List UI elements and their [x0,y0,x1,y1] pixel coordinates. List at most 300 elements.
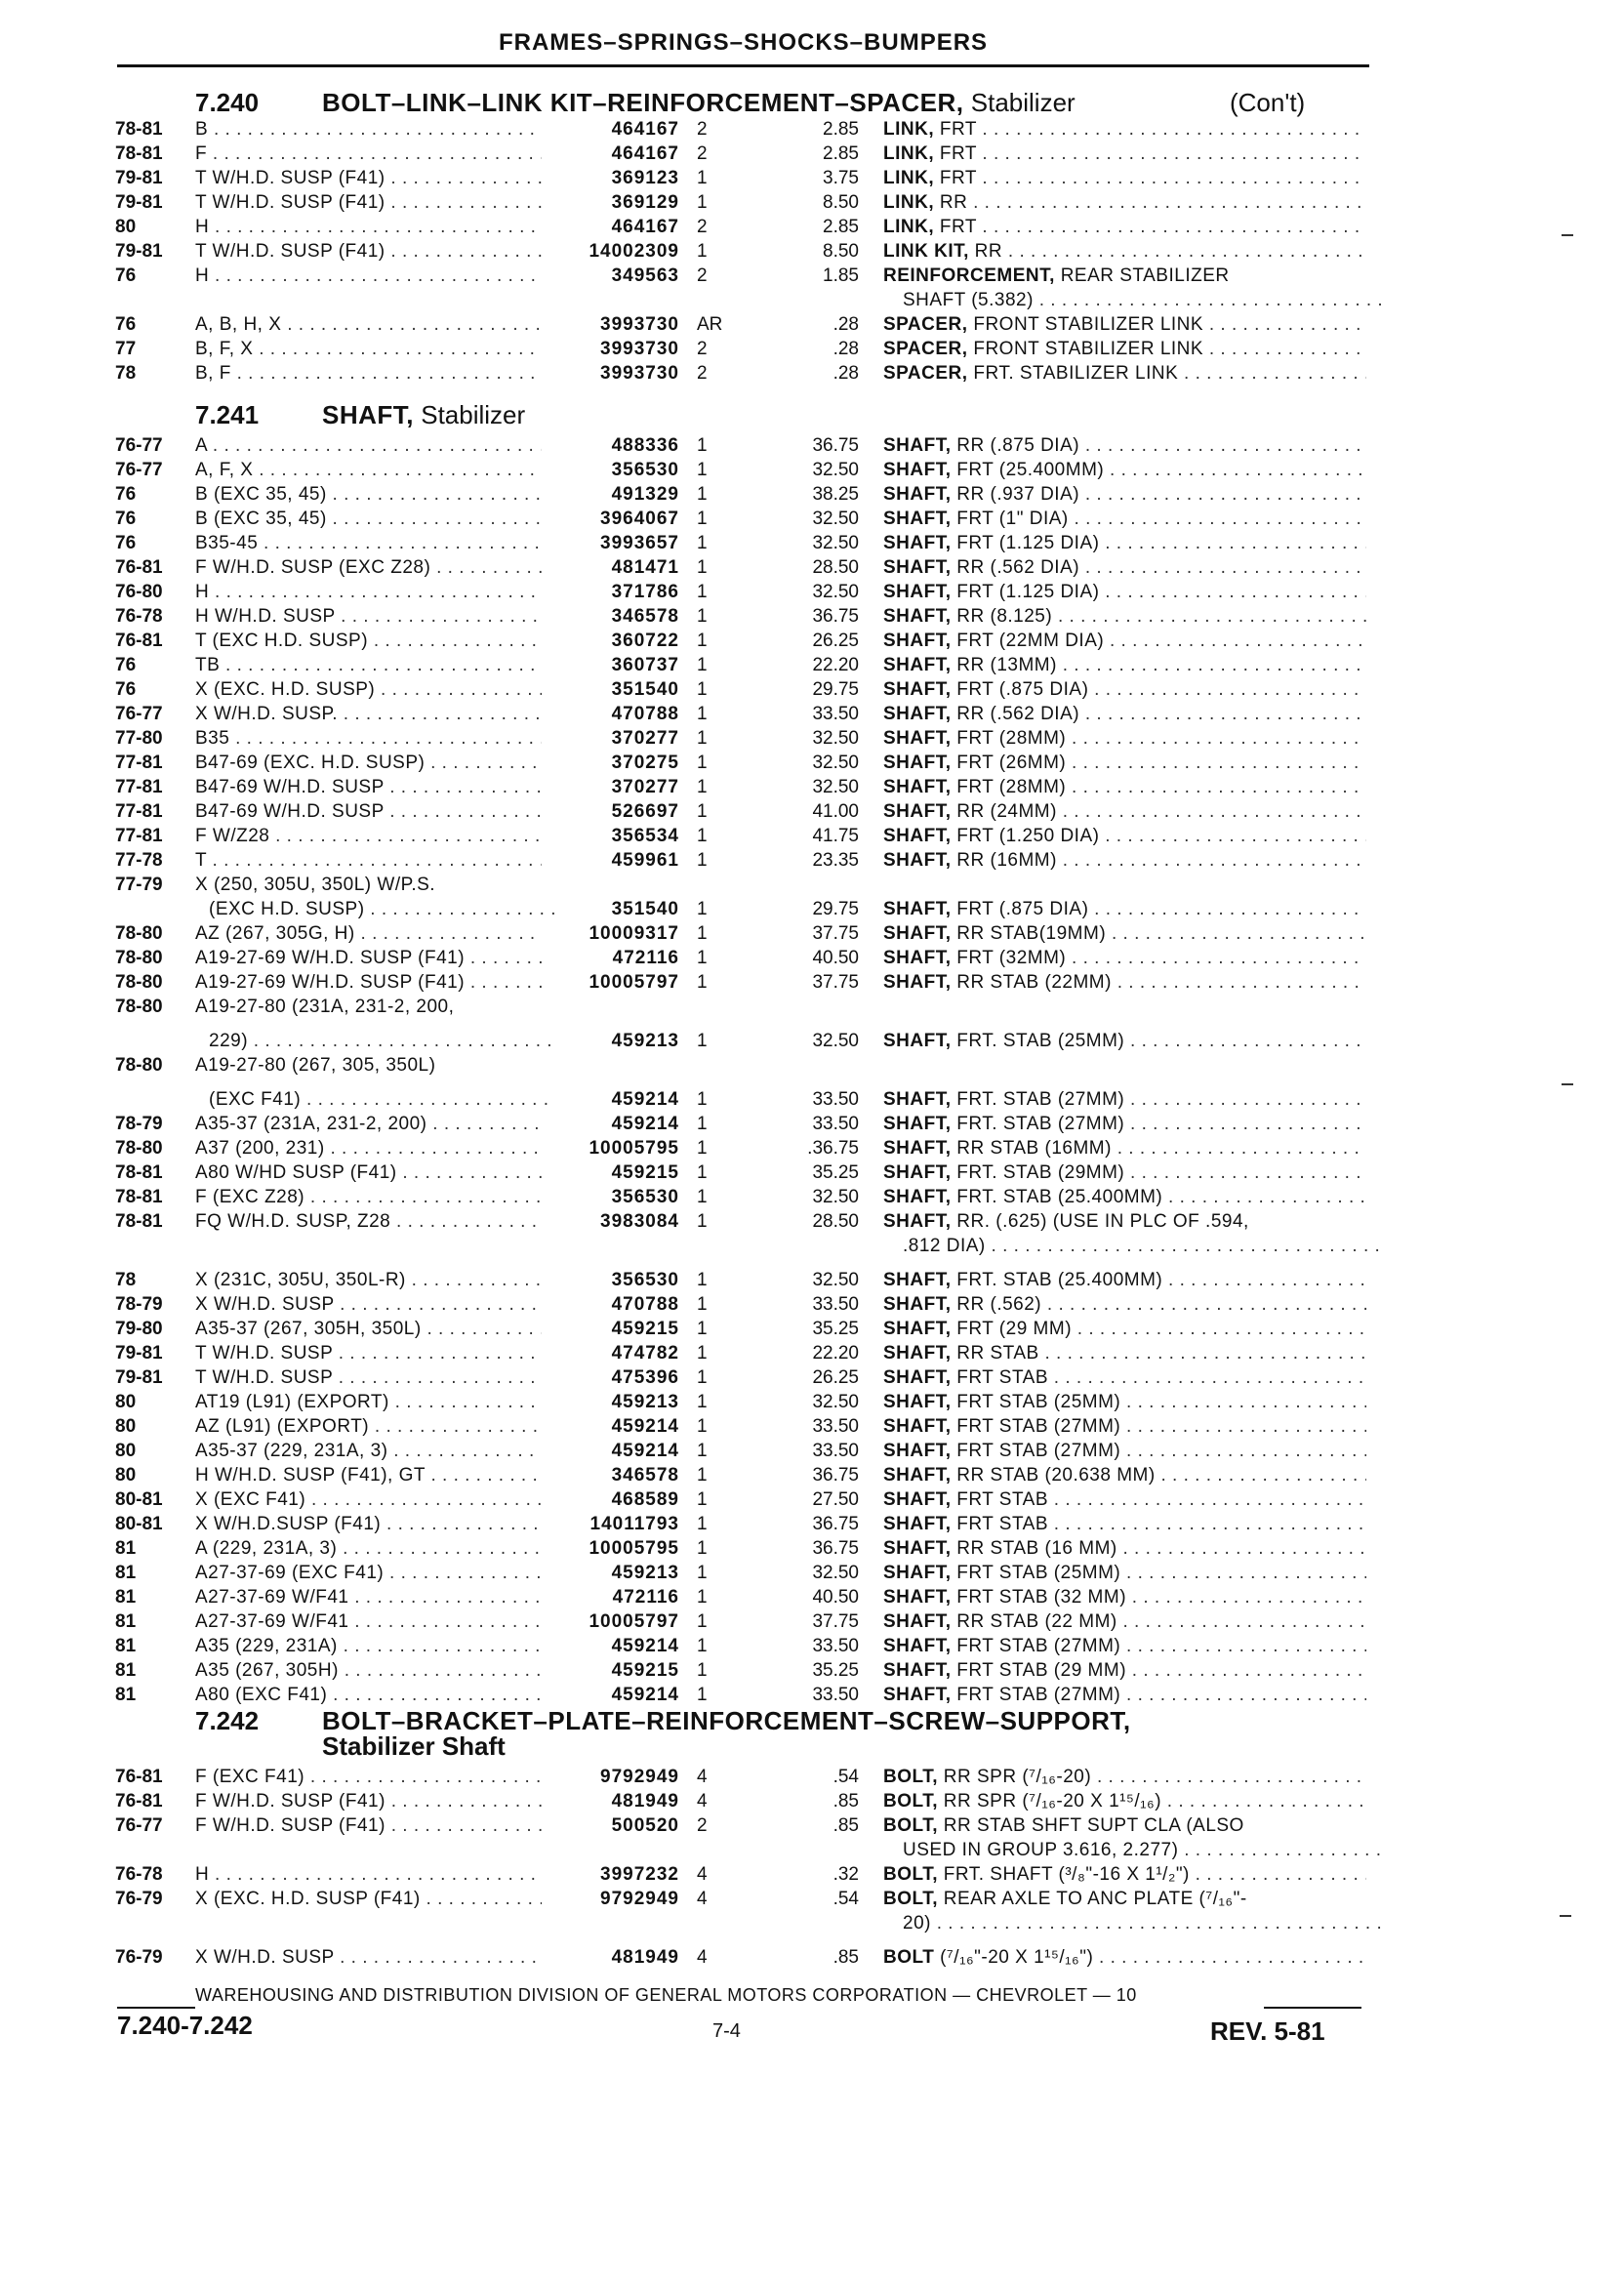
row-model: X W/H.D. SUSP . . . [195,1947,542,1969]
row-price: 32.50 [812,460,859,480]
row-price: .54 [832,1889,859,1909]
row-description-key: SHAFT, [883,1465,952,1486]
row-quantity: 1 [697,168,708,188]
row-description [883,1514,1366,1535]
row-year: 78-81 [115,143,163,164]
row-model: B47-69 W/H.D. SUSP . . . [195,801,542,823]
row-description-text: FRT (1.125 DIA) [956,533,1100,553]
table-row [0,1538,1624,1564]
row-quantity: 4 [697,1864,708,1885]
row-year: 78-80 [115,948,163,968]
table-row [0,1489,1624,1515]
table-row [0,1864,1624,1890]
row-description-key: BOLT, [883,1791,938,1812]
row-model: A (229, 231A, 3) . . . [195,1538,542,1560]
row-part-number: 3993730 [600,314,679,335]
table-row [0,1660,1624,1686]
row-description-text: RR STAB(19MM) [956,923,1107,944]
row-description-text: FRT (28MM) [956,777,1067,797]
row-year: 76 [115,655,137,675]
row-price: 22.20 [812,1343,859,1364]
row-quantity: 1 [697,192,708,213]
table-row [0,1270,1624,1295]
row-description-text: FRT (1" DIA) [956,509,1069,529]
row-price: 32.50 [812,777,859,797]
row-description [883,1889,1366,1910]
row-description-text: FRT (26MM) [956,753,1067,773]
row-description-key: LINK, [883,192,935,213]
row-description [883,1660,1366,1682]
row-description-text: FRT STAB (32 MM) [956,1587,1127,1608]
row-description [883,1636,1366,1657]
table-row [0,850,1624,875]
row-quantity: 4 [697,1889,708,1909]
row-description [883,1319,1366,1340]
row-description-text: RR (13MM) [956,655,1057,675]
row-description [883,143,1366,165]
row-year: 80 [115,1392,137,1412]
row-description [883,363,1366,385]
row-year: 76-77 [115,1815,163,1836]
row-quantity: 1 [697,1114,708,1134]
row-model: T W/H.D. SUSP . . . [195,1367,542,1389]
row-description [883,533,1366,554]
row-description-key: SHAFT, [883,1294,952,1315]
row-model: A35-37 (267, 305H, 350L) . . . [195,1319,542,1340]
table-row [0,1889,1624,1914]
row-quantity: 1 [697,728,708,749]
row-quantity: 1 [697,1392,708,1412]
row-quantity: 1 [697,484,708,505]
row-model: A19-27-69 W/H.D. SUSP (F41) . . . [195,972,542,994]
table-row [0,728,1624,753]
table-row [0,1465,1624,1490]
row-quantity: 1 [697,704,708,724]
table-row [0,948,1624,973]
table-row [0,875,1624,900]
row-quantity: 1 [697,1367,708,1388]
row-part-number: 10009317 [589,923,679,944]
row-year: 80 [115,217,137,237]
row-description-key: REINFORCEMENT, [883,265,1055,286]
table-row [0,997,1624,1022]
row-description [883,217,1366,238]
row-description-key: SHAFT, [883,460,952,480]
row-description-key: SPACER, [883,314,968,335]
row-model: (EXC H.D. SUSP) . . . [195,899,555,920]
row-year: 76 [115,484,137,505]
row-year: 76 [115,679,137,700]
row-description-key: SHAFT, [883,1660,952,1681]
row-description-key: SHAFT, [883,923,952,944]
row-description-text: (⁷/₁₆"-20 X 1¹⁵/₁₆") [940,1947,1094,1968]
row-quantity: 1 [697,1685,708,1705]
row-description [883,1465,1366,1486]
row-description [883,1947,1366,1969]
row-year: 76 [115,509,137,529]
section-title: BOLT–LINK–LINK KIT–REINFORCEMENT–SPACER, [322,88,964,117]
row-description [883,679,1366,701]
row-quantity: 1 [697,679,708,700]
row-description-key: SHAFT, [883,435,952,456]
row-description [883,192,1366,214]
row-part-number: 472116 [612,948,679,968]
row-price: .32 [832,1864,859,1885]
row-description-key: SHAFT, [883,1392,952,1412]
row-year: 77-81 [115,826,163,846]
row-model: H W/H.D. SUSP . . . [195,606,542,628]
row-price: .54 [832,1767,859,1787]
row-year: 81 [115,1660,137,1681]
row-description-key: BOLT [883,1947,935,1968]
row-description-key: LINK, [883,143,935,164]
table-row [0,1187,1624,1212]
row-part-number: 3993730 [600,339,679,359]
row-description-text: FRT STAB (27MM) [956,1685,1121,1705]
row-year: 76 [115,533,137,553]
row-description-key: SHAFT, [883,1319,952,1339]
row-model: F W/Z28 . . . [195,826,542,847]
row-year: 81 [115,1538,137,1559]
row-price: 32.50 [812,509,859,529]
row-year: 80 [115,1441,137,1461]
section-heading [195,400,525,430]
table-row [0,1636,1624,1661]
row-price: 26.25 [812,631,859,651]
row-description-text: FRT (25.400MM) [956,460,1105,480]
row-quantity: 1 [697,631,708,651]
row-price: 23.35 [812,850,859,871]
table-row [0,899,1624,924]
row-description-text: RR STAB (22 MM) [956,1611,1117,1632]
row-price: 8.50 [823,241,859,262]
table-row [0,241,1624,266]
row-quantity: 1 [697,1489,708,1510]
row-year: 81 [115,1587,137,1608]
row-model: T W/H.D. SUSP (F41) . . . [195,168,542,189]
row-price: 8.50 [823,192,859,213]
row-price: 33.50 [812,1636,859,1656]
row-model: T (EXC H.D. SUSP) . . . [195,631,542,652]
row-part-number: 3964067 [600,509,679,529]
row-part-number: 459214 [611,1089,679,1110]
table-row [0,484,1624,509]
row-model: A35 (229, 231A) . . . [195,1636,542,1657]
row-part-number: 360737 [611,655,679,675]
row-price: 27.50 [812,1489,859,1510]
row-year: 77-80 [115,728,163,749]
row-description-text: FRT [939,217,977,237]
row-model: A80 (EXC F41) . . . [195,1685,542,1706]
row-model: A35-37 (229, 231A, 3) . . . [195,1441,542,1462]
row-price: 35.25 [812,1319,859,1339]
row-part-number: 14002309 [589,241,679,262]
row-year: 76-78 [115,606,163,627]
row-description [883,290,1386,311]
row-model: H W/H.D. SUSP (F41), GT . . . [195,1465,542,1486]
row-part-number: 475396 [611,1367,679,1388]
row-price: 36.75 [812,1514,859,1534]
footer-rule-left [117,2007,195,2009]
row-quantity: 1 [697,1294,708,1315]
row-model: H . . . [195,265,542,287]
row-year: 78-81 [115,119,163,140]
row-quantity: 1 [697,582,708,602]
row-description [883,606,1366,628]
row-description [883,265,1366,287]
table-row [0,1055,1624,1080]
row-description [883,1089,1366,1111]
row-description-key: SHAFT, [883,1685,952,1705]
row-description-key: SHAFT, [883,1538,952,1559]
row-part-number: 356534 [611,826,679,846]
table-row [0,1294,1624,1320]
row-price: .85 [832,1815,859,1836]
row-part-number: 351540 [611,899,679,919]
row-description [883,241,1366,263]
row-model: A80 W/HD SUSP (F41) . . . [195,1162,542,1184]
row-model: X W/H.D. SUSP . . . [195,1294,542,1316]
row-description-key: LINK, [883,168,935,188]
row-description-key: SHAFT, [883,1416,952,1437]
row-quantity: 1 [697,1514,708,1534]
row-description-text: REAR AXLE TO ANC PLATE (⁷/₁₆"- [943,1889,1247,1909]
row-part-number: 3997232 [600,1864,679,1885]
row-price: 1.85 [823,265,859,286]
row-part-number: 470788 [611,1294,679,1315]
table-row [0,1514,1624,1539]
row-description [883,1864,1366,1886]
row-price: 3.75 [823,168,859,188]
row-description [883,631,1366,652]
row-description-text: FRT (1.250 DIA) [956,826,1100,846]
row-price: 29.75 [812,899,859,919]
section-number: 7.241 [195,400,260,429]
row-year: 78-80 [115,923,163,944]
row-description [883,850,1366,872]
row-quantity: 1 [697,460,708,480]
row-description-key: SPACER, [883,339,968,359]
section-title-suffix: Stabilizer [421,400,526,429]
table-row [0,606,1624,631]
row-description-key: SHAFT, [883,1367,952,1388]
row-model: B, F . . . [195,363,542,385]
row-part-number: 459215 [611,1162,679,1183]
row-year: 77 [115,339,137,359]
row-part-number: 346578 [611,606,679,627]
row-year: 77-79 [115,875,163,895]
row-model: F . . . [195,143,542,165]
row-description [883,826,1366,847]
row-quantity: 2 [697,363,708,384]
row-description [883,948,1366,969]
row-description-text: RR (8.125) [956,606,1053,627]
row-quantity: 1 [697,972,708,993]
row-description [883,753,1366,774]
row-part-number: 500520 [611,1815,679,1836]
row-part-number: 474782 [611,1343,679,1364]
margin-mark [1562,1083,1573,1085]
row-model: X (EXC. H.D. SUSP) . . . [195,679,542,701]
row-quantity: 1 [697,899,708,919]
table-row [0,1319,1624,1344]
row-part-number: 470788 [611,704,679,724]
row-price: 36.75 [812,606,859,627]
section-number: 7.240 [195,88,260,117]
row-year: 80 [115,1416,137,1437]
row-description [883,1538,1366,1560]
row-model: X W/H.D.SUSP (F41) . . . [195,1514,542,1535]
row-part-number: 10005795 [589,1138,679,1159]
row-quantity: 1 [697,1538,708,1559]
row-year: 77-81 [115,801,163,822]
row-price: 35.25 [812,1660,859,1681]
row-price: .28 [832,314,859,335]
row-year: 76-80 [115,582,163,602]
row-price: 33.50 [812,1114,859,1134]
row-description-text: RR. (.625) (USE IN PLC OF .594, [956,1211,1249,1232]
row-quantity: 1 [697,509,708,529]
row-description-text: RR (.937 DIA) [956,484,1080,505]
row-year: 78-80 [115,997,163,1017]
row-description-text: FRT (28MM) [956,728,1067,749]
row-year: 78 [115,1270,137,1290]
row-description-key: BOLT, [883,1815,938,1836]
row-year: 78-81 [115,1211,163,1232]
row-quantity: 4 [697,1947,708,1968]
row-description-text: FRT. STAB (27MM) [956,1114,1125,1134]
row-part-number: 369123 [611,168,679,188]
row-description-key: LINK, [883,217,935,237]
table-row [0,1563,1624,1588]
row-description-key: SHAFT, [883,1514,952,1534]
row-price: 33.50 [812,704,859,724]
row-description [883,119,1366,141]
row-quantity: 1 [697,557,708,578]
table-row [0,143,1624,169]
table-row [0,1947,1624,1973]
footer-division: WAREHOUSING AND DISTRIBUTION DIVISION OF GENERAL MOTORS CORPORATION — CHEVROLET — 10 [195,1985,1137,2005]
row-model: B . . . [195,119,542,141]
row-description-text: RR (.562 DIA) [956,704,1080,724]
row-part-number: 10005797 [589,972,679,993]
row-year: 80-81 [115,1514,163,1534]
row-description-text: RR STAB (20.638 MM) [956,1465,1156,1486]
row-quantity: 2 [697,1815,708,1836]
row-year: 78-81 [115,1162,163,1183]
row-year: 78 [115,363,137,384]
row-part-number: 10005797 [589,1611,679,1632]
row-price: 36.75 [812,1465,859,1486]
row-part-number: 3993657 [600,533,679,553]
table-row [0,1840,1624,1865]
table-row [0,435,1624,461]
row-description-key: SHAFT, [883,533,952,553]
row-description [883,1270,1366,1291]
row-model: A19-27-69 W/H.D. SUSP (F41) . . . [195,948,542,969]
table-row [0,1162,1624,1188]
row-quantity: 1 [697,1587,708,1608]
row-description [883,314,1366,336]
row-part-number: 3983084 [600,1211,679,1232]
table-row [0,679,1624,705]
row-price: 22.20 [812,655,859,675]
row-description [883,1489,1366,1511]
row-price: 36.75 [812,1538,859,1559]
row-price: 26.25 [812,1367,859,1388]
row-description-text: FRT STAB (25MM) [956,1563,1121,1583]
row-year: 80 [115,1465,137,1486]
table-row [0,1211,1624,1237]
table-row [0,1587,1624,1612]
row-quantity: 1 [697,435,708,456]
row-description-text: FRT. SHAFT (³/₈"-16 X 1¹/₂") [943,1864,1190,1885]
row-description-key: SPACER, [883,363,968,384]
row-part-number: 370275 [611,753,679,773]
row-part-number: 481949 [611,1791,679,1812]
footer-page-number: 7-4 [712,2020,741,2042]
row-description [883,339,1366,360]
row-description [883,557,1366,579]
row-year: 77-78 [115,850,163,871]
table-row [0,168,1624,193]
row-model: T W/H.D. SUSP (F41) . . . [195,192,542,214]
row-quantity: 1 [697,1319,708,1339]
row-description-key: SHAFT, [883,899,952,919]
row-description-key: SHAFT, [883,557,952,578]
row-description-text: RR (.875 DIA) [956,435,1080,456]
row-part-number: 356530 [611,1270,679,1290]
row-description [883,1187,1366,1208]
row-description-key: SHAFT, [883,631,952,651]
row-model: X (EXC F41) . . . [195,1489,542,1511]
row-price: 2.85 [823,143,859,164]
row-year: 78-79 [115,1114,163,1134]
row-description-key: SHAFT, [883,801,952,822]
row-model: X (EXC. H.D. SUSP (F41) . . . [195,1889,542,1910]
row-price: 32.50 [812,1031,859,1051]
row-description-text: REAR STABILIZER [1060,265,1230,286]
row-quantity: 1 [697,1187,708,1207]
row-model: B47-69 W/H.D. SUSP . . . [195,777,542,798]
row-quantity: 2 [697,265,708,286]
row-model: X (231C, 305U, 350L-R) . . . [195,1270,542,1291]
row-year: 81 [115,1563,137,1583]
row-year: 76-81 [115,1791,163,1812]
table-row [0,1767,1624,1792]
row-price: 32.50 [812,533,859,553]
row-description-text: FRT STAB [956,1489,1049,1510]
row-price: 2.85 [823,217,859,237]
row-description [883,1343,1366,1364]
row-model: FQ W/H.D. SUSP, Z28 . . . [195,1211,542,1233]
row-description-text: FRT (.875 DIA) [956,679,1089,700]
row-description-text: FRT [939,168,977,188]
row-description-text: USED IN GROUP 3.616, 2.277) [903,1840,1179,1860]
row-description-key: SHAFT, [883,1489,952,1510]
header-rule [117,64,1369,67]
row-part-number: 9792949 [600,1767,679,1787]
row-description-key: SHAFT, [883,777,952,797]
row-model: F (EXC Z28) . . . [195,1187,542,1208]
row-part-number: 488336 [611,435,679,456]
row-part-number: 481471 [611,557,679,578]
row-quantity: 1 [697,1270,708,1290]
row-model: B, F, X . . . [195,339,542,360]
row-description-text: FRT. STAB (25MM) [956,1031,1125,1051]
row-description-text: RR (.562 DIA) [956,557,1080,578]
row-description-key: SHAFT, [883,606,952,627]
